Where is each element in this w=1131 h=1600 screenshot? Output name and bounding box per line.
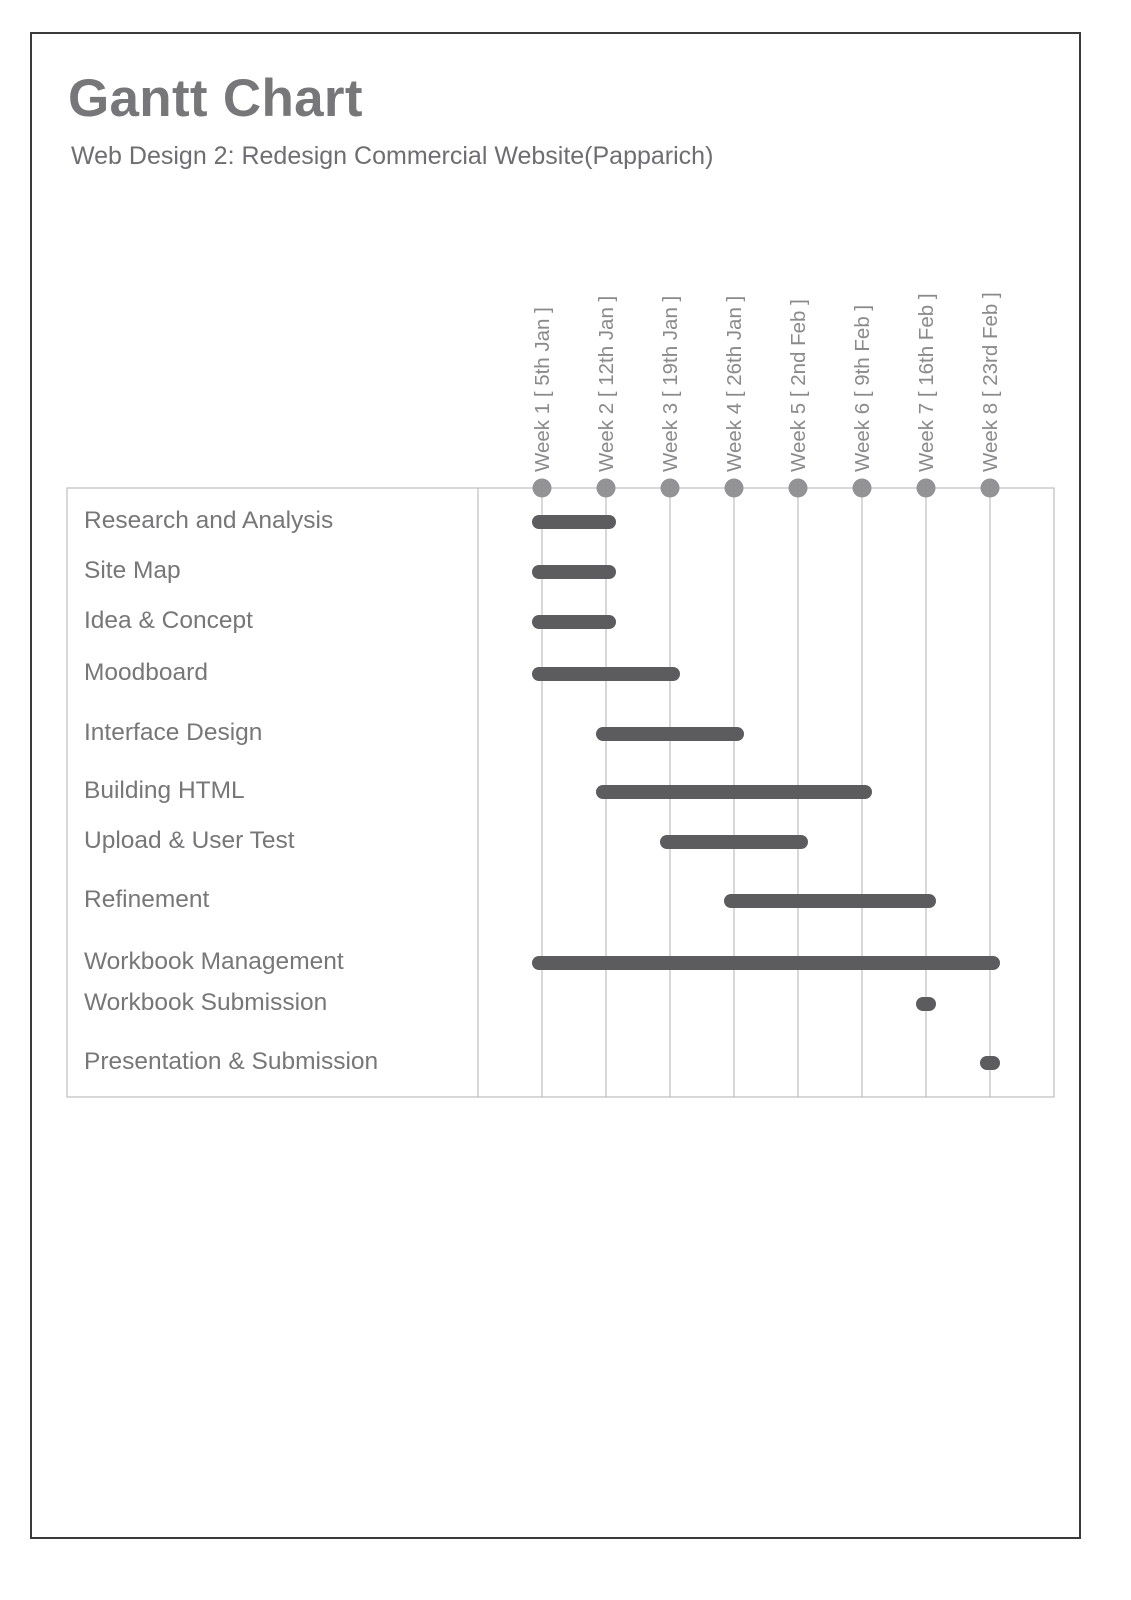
task-bar xyxy=(532,615,616,629)
week-label: Week 7 [ 16th Feb ] xyxy=(915,293,938,472)
task-label: Building HTML xyxy=(84,777,245,804)
week-marker-dot xyxy=(789,479,808,498)
task-label: Idea & Concept xyxy=(84,607,253,634)
task-bar xyxy=(980,1056,1000,1070)
task-bar xyxy=(532,667,680,681)
task-bar xyxy=(660,835,808,849)
chart-subtitle: Web Design 2: Redesign Commercial Website(Papparich) xyxy=(71,142,714,170)
task-label: Moodboard xyxy=(84,659,208,686)
task-bar xyxy=(532,515,616,529)
task-label: Workbook Management xyxy=(84,948,344,975)
week-label: Week 6 [ 9th Feb ] xyxy=(851,304,874,472)
week-label: Week 1 [ 5th Jan ] xyxy=(531,307,554,472)
task-bar xyxy=(596,785,872,799)
task-bar xyxy=(916,997,936,1011)
task-label: Research and Analysis xyxy=(84,507,334,534)
task-bar xyxy=(724,894,936,908)
task-label: Workbook Submission xyxy=(84,989,328,1016)
week-marker-dot xyxy=(981,479,1000,498)
task-label: Interface Design xyxy=(84,719,263,746)
week-marker-dot xyxy=(725,479,744,498)
week-marker-dot xyxy=(661,479,680,498)
week-marker-dot xyxy=(597,479,616,498)
task-label: Site Map xyxy=(84,557,181,584)
week-axis xyxy=(531,292,1002,1097)
week-marker-dot xyxy=(533,479,552,498)
week-label: Week 5 [ 2nd Feb ] xyxy=(787,299,810,472)
week-label: Week 4 [ 26th Jan ] xyxy=(723,295,746,472)
week-label: Week 3 [ 19th Jan ] xyxy=(659,295,682,472)
week-marker-dot xyxy=(917,479,936,498)
task-bar xyxy=(532,565,616,579)
week-label: Week 8 [ 23rd Feb ] xyxy=(979,292,1002,472)
task-label: Refinement xyxy=(84,886,210,913)
task-label: Presentation & Submission xyxy=(84,1048,379,1075)
task-bar xyxy=(596,727,744,741)
task-label: Upload & User Test xyxy=(84,827,295,854)
week-marker-dot xyxy=(853,479,872,498)
task-bar xyxy=(532,956,1000,970)
chart-title: Gantt Chart xyxy=(68,69,363,128)
week-label: Week 2 [ 12th Jan ] xyxy=(595,295,618,472)
